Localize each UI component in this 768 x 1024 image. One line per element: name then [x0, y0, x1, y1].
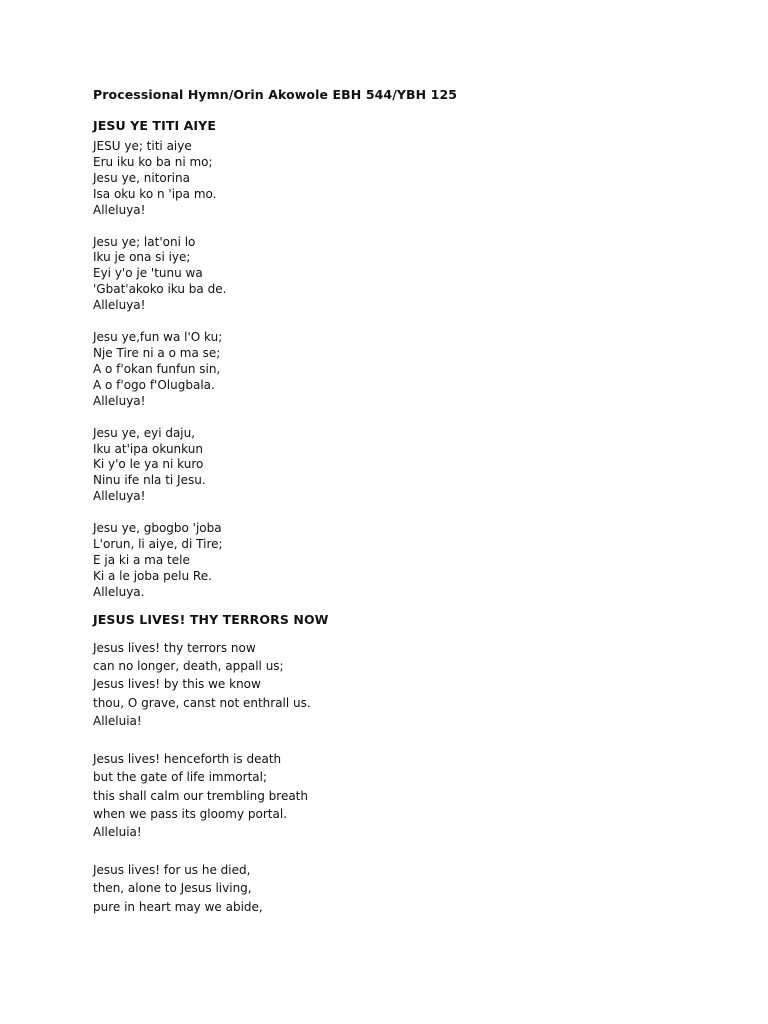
verse [93, 639, 693, 731]
verse-line: can no longer, death, appall us; [93, 659, 284, 674]
document-page [93, 86, 693, 935]
verse-line: Alleluya! [93, 202, 146, 217]
verse-line: L'orun, li aiye, di Tire; [93, 537, 223, 552]
verse-line: Jesu ye; lat'oni lo [93, 234, 196, 249]
verse-line: Jesu ye, eyi daju, [93, 425, 196, 440]
verse-line: Alleluya! [93, 393, 146, 408]
verse-line: Iku je ona si iye; [93, 250, 191, 265]
verse-line: Jesus lives! by this we know [93, 677, 261, 692]
verse-line: Alleluia! [93, 714, 142, 729]
verse-line: Alleluya! [93, 489, 146, 504]
verse-line: A o f'ogo f'Olugbala. [93, 377, 215, 392]
verse-line: Jesus lives! thy terrors now [93, 640, 256, 655]
document-title: Processional Hymn/Orin Akowole EBH 544/YBH 125 [93, 87, 458, 102]
hymn-section-yoruba [93, 117, 693, 601]
verse-line: this shall calm our trembling breath [93, 788, 308, 803]
verse [93, 521, 693, 601]
verse-line: Nje Tire ni a o ma se; [93, 345, 221, 360]
verse-line: Eru iku ko ba ni mo; [93, 154, 213, 169]
section-heading: JESUS LIVES! THY TERRORS NOW [93, 611, 329, 627]
verse-line: then, alone to Jesus living, [93, 881, 252, 896]
verse [93, 139, 693, 219]
verse-line: Jesu ye, gbogbo 'joba [93, 521, 222, 536]
verse [93, 330, 693, 410]
section-heading: JESU YE TITI AIYE [93, 118, 216, 133]
verse-line: E ja ki a ma tele [93, 552, 190, 567]
verse-line: Isa oku ko n 'ipa mo. [93, 186, 217, 201]
verse-line: thou, O grave, canst not enthrall us. [93, 695, 311, 710]
verse [93, 235, 693, 315]
verse-line: pure in heart may we abide, [93, 899, 263, 914]
verse [93, 426, 693, 506]
verse-line: Ninu ife nla ti Jesu. [93, 473, 206, 488]
verse-line: Alleluya. [93, 584, 145, 599]
verse-line: Jesus lives! for us he died, [93, 862, 251, 877]
verse-line: Alleluia! [93, 825, 142, 840]
hymn-section-english [93, 611, 693, 916]
verse-line: but the gate of life immortal; [93, 770, 268, 785]
verse-line: A o f'okan funfun sin, [93, 361, 221, 376]
verse-line: Jesus lives! henceforth is death [93, 751, 282, 766]
verse-line: Jesu ye,fun wa l'O ku; [93, 330, 223, 345]
verse-line: when we pass its gloomy portal. [93, 806, 287, 821]
verse-line: Jesu ye, nitorina [93, 170, 190, 185]
verse [93, 861, 693, 916]
verse-line: Alleluya! [93, 298, 146, 313]
verse-line: Iku at'ipa okunkun [93, 441, 203, 456]
verse-line: Ki y'o le ya ni kuro [93, 457, 204, 472]
verse-line: JESU ye; titi aiye [93, 139, 192, 153]
verse [93, 750, 693, 842]
verse-line: Eyi y'o je 'tunu wa [93, 266, 203, 281]
verse-line: Ki a le joba pelu Re. [93, 568, 212, 583]
verse-line: 'Gbat'akoko iku ba de. [93, 282, 227, 297]
